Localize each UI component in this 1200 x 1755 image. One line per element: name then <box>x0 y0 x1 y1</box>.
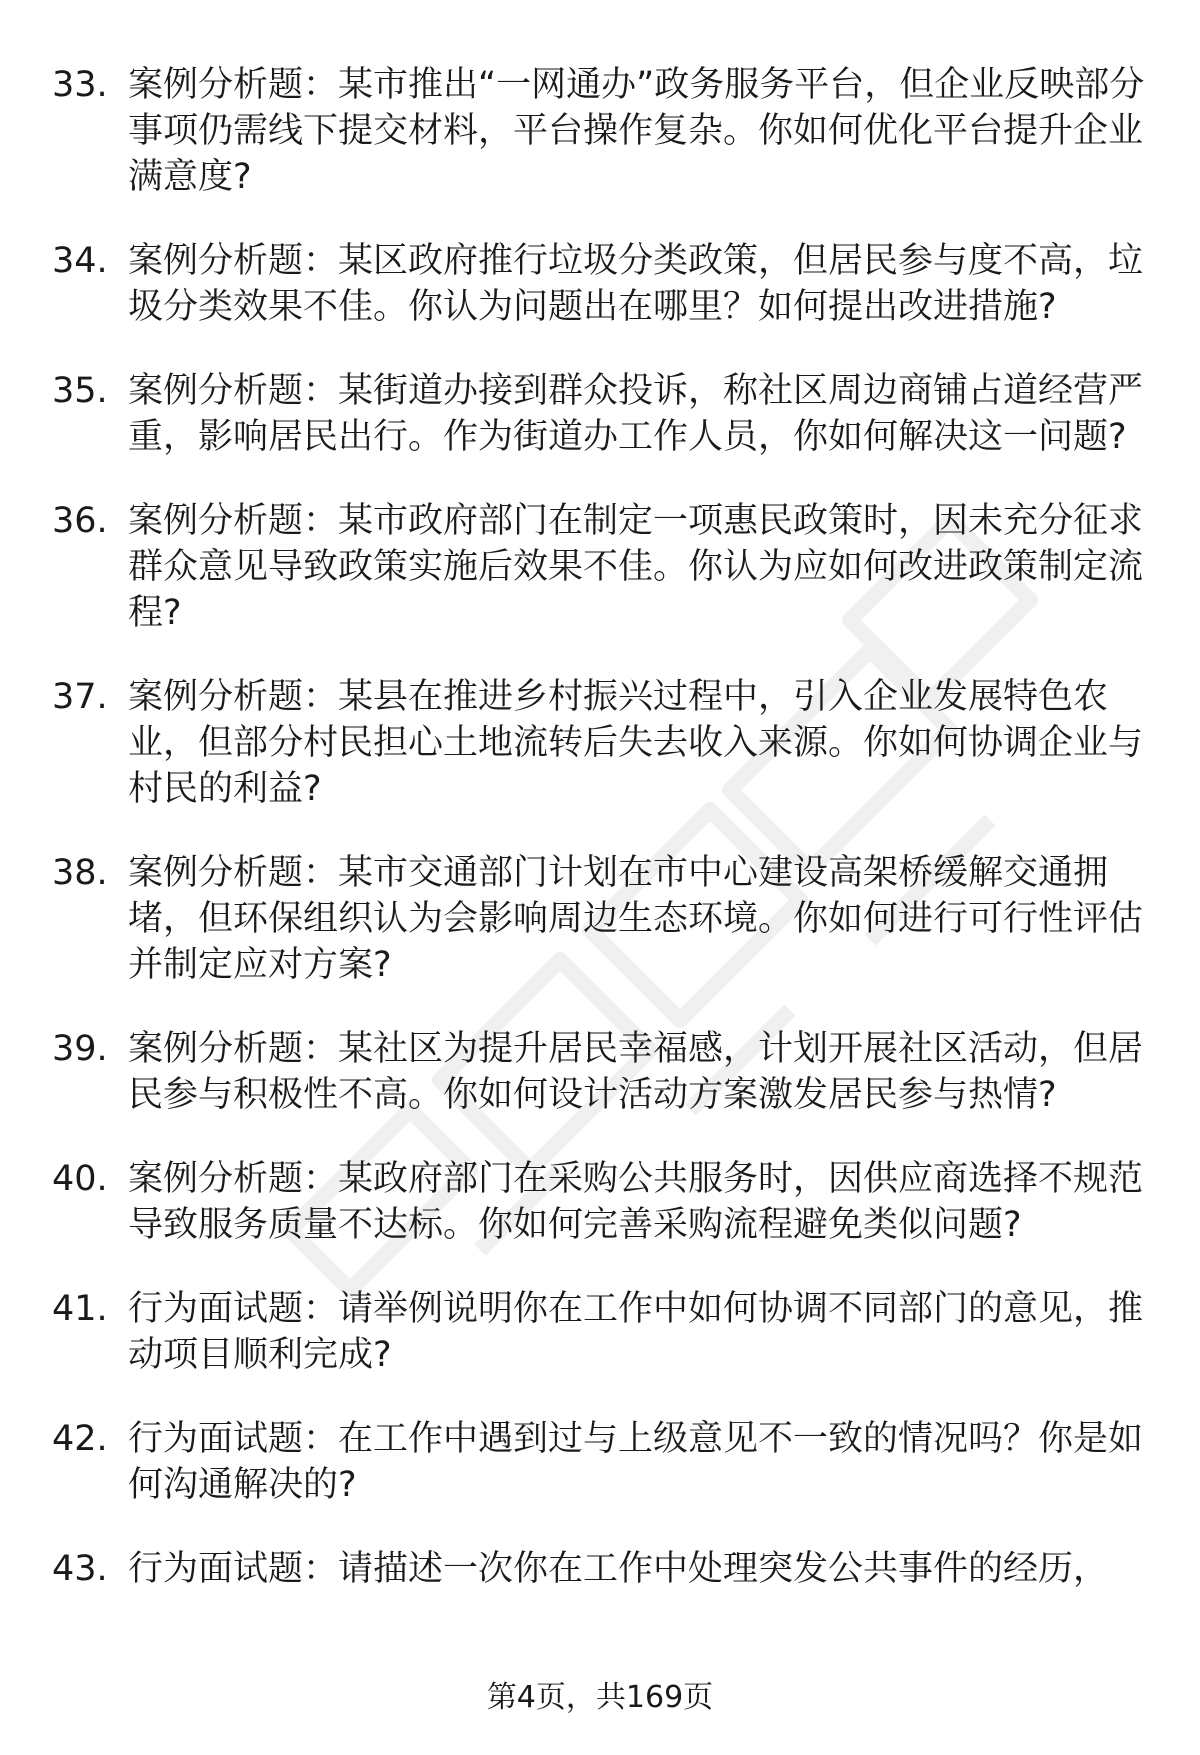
question-number: 41. <box>52 1289 108 1329</box>
question-item <box>52 1546 1152 1592</box>
question-number: 37. <box>52 677 108 717</box>
question-list <box>52 62 1152 1630</box>
question-text: 行为面试题：请描述一次你在工作中处理突发公共事件的经历， <box>128 1549 1109 1589</box>
question-number: 35. <box>52 371 108 411</box>
question-text: 案例分析题：某市推出“一网通办”政务服务平台，但企业反映部分事项仍需线下提交材料，平台操作复杂。你如何优化平台提升企业满意度? <box>128 65 1145 197</box>
question-item <box>52 238 1152 330</box>
question-text: 案例分析题：某县在推进乡村振兴过程中，引入企业发展特色农业，但部分村民担心土地流转后失去收入来源。你如何协调企业与村民的利益? <box>128 677 1144 809</box>
question-number: 43. <box>52 1549 108 1589</box>
question-number: 38. <box>52 853 108 893</box>
question-item <box>52 674 1152 812</box>
question-text: 案例分析题：某社区为提升居民幸福感，计划开展社区活动，但居民参与积极性不高。你如何设计活动方案激发居民参与热情? <box>128 1029 1144 1115</box>
question-item <box>52 1026 1152 1118</box>
question-item <box>52 1286 1152 1378</box>
question-item <box>52 1416 1152 1508</box>
question-text: 案例分析题：某市交通部门计划在市中心建设高架桥缓解交通拥堵，但环保组织认为会影响周边生态环境。你如何进行可行性评估并制定应对方案? <box>128 853 1144 985</box>
page-footer <box>0 1678 1200 1718</box>
page-number: 第4页，共169页 <box>486 1680 714 1715</box>
question-text: 行为面试题：请举例说明你在工作中如何协调不同部门的意见，推动项目顺利完成? <box>128 1289 1144 1375</box>
question-number: 34. <box>52 241 108 281</box>
question-text: 案例分析题：某街道办接到群众投诉，称社区周边商铺占道经营严重，影响居民出行。作为街道办工作人员，你如何解决这一问题? <box>128 371 1144 457</box>
question-text: 案例分析题：某区政府推行垃圾分类政策，但居民参与度不高，垃圾分类效果不佳。你认为问题出在哪里？如何提出改进措施? <box>128 241 1144 327</box>
question-item <box>52 850 1152 988</box>
question-number: 33. <box>52 65 108 105</box>
question-item <box>52 1156 1152 1248</box>
question-item <box>52 62 1152 200</box>
question-text: 行为面试题：在工作中遇到过与上级意见不一致的情况吗？你是如何沟通解决的? <box>128 1419 1144 1505</box>
question-number: 39. <box>52 1029 108 1069</box>
question-number: 36. <box>52 501 108 541</box>
question-text: 案例分析题：某市政府部门在制定一项惠民政策时，因未充分征求群众意见导致政策实施后效果不佳。你认为应如何改进政策制定流程? <box>128 501 1144 633</box>
question-text: 案例分析题：某政府部门在采购公共服务时，因供应商选择不规范导致服务质量不达标。你如何完善采购流程避免类似问题? <box>128 1159 1144 1245</box>
question-number: 42. <box>52 1419 108 1459</box>
question-item <box>52 498 1152 636</box>
question-item <box>52 368 1152 460</box>
question-number: 40. <box>52 1159 108 1199</box>
